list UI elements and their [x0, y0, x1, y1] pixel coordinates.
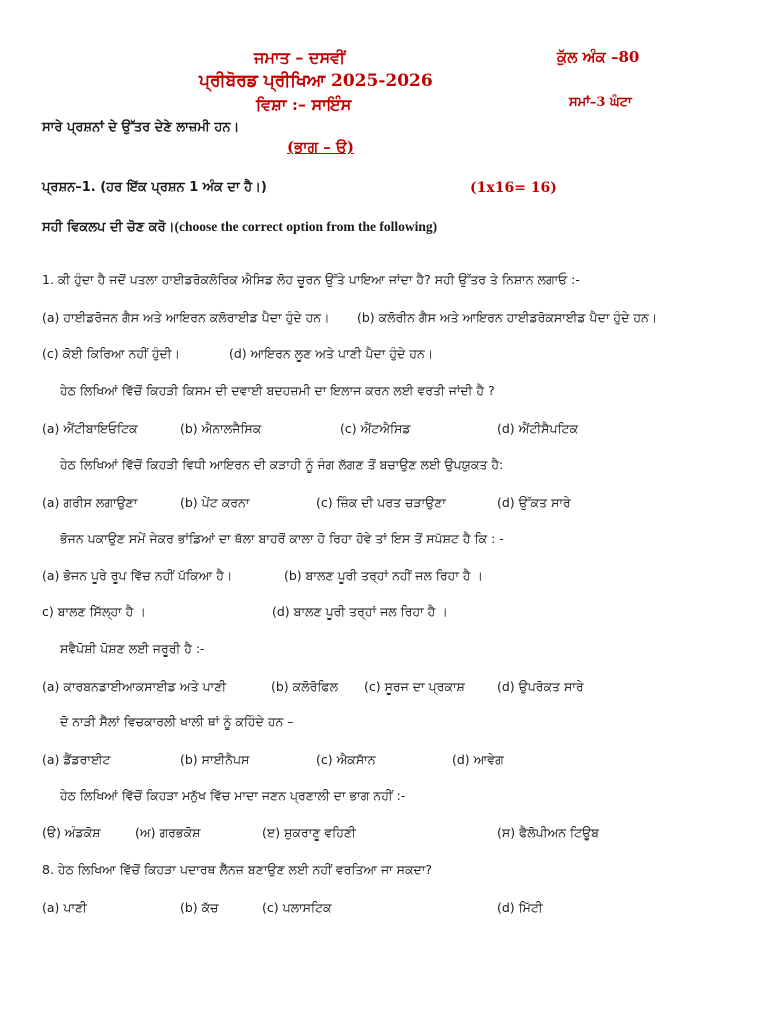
item-8-option-c: (c) ਪਲਾਸਟਿਕ — [262, 900, 332, 915]
item-5-option-d: (d) ਉਪਰੋਕਤ ਸਾਰੇ — [497, 679, 584, 694]
item-3-text: ਹੇਠ ਲਿਖਿਆਂ ਵਿੱਚੋਂ ਕਿਹੜੀ ਵਿਧੀ ਆਇਰਨ ਦੀ ਕੜਾਹੀ ਨੂੰ ਜੰਗ ਲੱਗਣ ਤੋਂ ਬਚਾਉਣ ਲਈ ਉਪਯੁਕਤ ਹੈ: — [60, 457, 504, 472]
item-2-option-a: (a) ਐਂਟੀਬਾਇਓਟਿਕ — [42, 421, 138, 436]
item-2-option-b: (b) ਐਨਾਲਜੈਸਿਕ — [180, 421, 262, 436]
item-2-option-d: (d) ਐਂਟੀਸੈਪਟਿਕ — [497, 421, 579, 436]
item-2-option-c: (c) ਐਂਟਐਸਿਡ — [340, 421, 411, 436]
item-5-text: ਸਵੈਪੋਸ਼ੀ ਪੋਸ਼ਣ ਲਈ ਜਰੂਰੀ ਹੈ :- — [60, 641, 205, 656]
item-4-option-c: c) ਬਾਲਣ ਸਿੱਲ੍ਹਾ ਹੈ । — [42, 604, 146, 619]
item-7-option-d: (ਸ) ਫੈਲੋਪੀਅਨ ਟਿਊਬ — [497, 825, 599, 840]
item-7-text: ਹੇਠ ਲਿਖਿਆਂ ਵਿੱਚੋਂ ਕਿਹੜਾ ਮਨੁੱਖ ਵਿੱਚ ਮਾਦਾ ਜਣਨ ਪ੍ਰਣਾਲੀ ਦਾ ਭਾਗ ਨਹੀਂ :- — [60, 788, 406, 803]
subject-heading: ਵਿਸ਼ਾ :– ਸਾਇੰਸ — [256, 95, 352, 114]
item-3-option-b: (b) ਪੇਂਟ ਕਰਨਾ — [180, 495, 250, 510]
item-1-option-c: (c) ਕੋਈ ਕਿਰਿਆ ਨਹੀਂ ਹੁੰਦੀ। — [42, 346, 180, 361]
item-6-text: ਦੋ ਨਾੜੀ ਸੈੱਲਾਂ ਵਿਚਕਾਰਲੀ ਖਾਲੀ ਥਾਂ ਨੂੰ ਕਹਿੰਦੇ ਹਨ – — [60, 714, 294, 729]
item-1-option-a: (a) ਹਾਈਡਰੋਜਨ ਗੈਸ ਅਤੇ ਆਇਰਨ ਕਲੋਰਾਈਡ ਪੈਦਾ ਹੁੰਦੇ ਹਨ। — [42, 310, 330, 325]
item-3-option-d: (d) ਉੱਕਤ ਸਾਰੇ — [497, 495, 571, 510]
item-7-option-c: (ੲ) ਸ਼ੁਕਰਾਣੂ ਵਹਿਣੀ — [262, 825, 356, 840]
item-1-option-d: (d) ਆਇਰਨ ਲੂਣ ਅਤੇ ਪਾਣੀ ਪੈਦਾ ਹੁੰਦੇ ਹਨ। — [229, 346, 434, 361]
direction-english: (choose the correct option from the following) — [174, 219, 438, 234]
direction-punjabi: ਸਹੀ ਵਿਕਲਪ ਦੀ ਚੋਣ ਕਰੋ। — [42, 220, 175, 235]
item-4-option-b: (b) ਬਾਲਣ ਪੂਰੀ ਤਰ੍ਹਾਂ ਨਹੀਂ ਜਲ ਰਿਹਾ ਹੈ । — [284, 568, 483, 583]
item-7-option-a: (ੳ) ਅੰਡਕੋਸ਼ — [42, 825, 101, 840]
item-5-option-a: (a) ਕਾਰਬਨਡਾਈਆਕਸਾਈਡ ਅਤੇ ਪਾਣੀ — [42, 679, 227, 694]
item-5-option-c: (c) ਸੂਰਜ ਦਾ ਪ੍ਰਕਾਸ਼ — [364, 679, 465, 694]
item-6-option-b: (b) ਸਾਈਨੈਪਸ — [180, 752, 250, 767]
time-allowed: ਸਮਾਂ–3 ਘੰਟਾ — [569, 95, 632, 110]
item-1-text: 1. ਕੀ ਹੁੰਦਾ ਹੈ ਜਦੋਂ ਪਤਲਾ ਹਾਈਡਰੋਕਲੋਰਿਕ ਐਸਿਡ ਲੋਹ ਚੂਰਨ ਉੱਤੇ ਪਾਇਆ ਜਾਂਦਾ ਹੈ? ਸਹੀ ਉੱਤਰ ਤੇ ਨਿਸ਼ਾਨ ਲਗਾਓ :- — [42, 272, 580, 287]
item-7-option-b: (ਅ) ਗਰਭਕੋਸ਼ — [135, 825, 201, 840]
item-4-option-d: (d) ਬਾਲਣ ਪੂਰੀ ਤਰ੍ਹਾਂ ਜਲ ਰਿਹਾ ਹੈ । — [272, 604, 448, 619]
item-3-option-c: (c) ਜ਼ਿੰਕ ਦੀ ਪਰਤ ਚੜਾਉਣਾ — [316, 495, 446, 510]
item-4-text: ਭੋਜਨ ਪਕਾਉਣ ਸਮੇਂ ਜੇਕਰ ਭਾਂਡਿਆਂ ਦਾ ਥੱਲਾ ਬਾਹਰੋਂ ਕਾਲਾ ਹੋ ਰਿਹਾ ਹੋਵੇ ਤਾਂ ਇਸ ਤੋਂ ਸਪੱਸ਼ਟ ਹੈ ਕਿ : - — [60, 531, 504, 546]
question-1-label: ਪ੍ਰਸ਼ਨ–1. (ਹਰ ਇੱਕ ਪ੍ਰਸ਼ਨ 1 ਅੰਕ ਦਾ ਹੈ।) — [42, 180, 267, 195]
class-heading: ਜਮਾਤ – ਦਸਵੀਂ — [254, 48, 346, 67]
item-6-option-a: (a) ਡੈਂਡਰਾਈਟ — [42, 752, 111, 767]
item-8-option-b: (b) ਕੱਚ — [180, 900, 219, 915]
item-6-option-c: (c) ਐਕਸਾੱਨ — [316, 752, 376, 767]
total-marks: ਕੁੱਲ ਅੰਕ –80 — [557, 48, 640, 66]
general-instruction: ਸਾਰੇ ਪ੍ਰਸ਼ਨਾਂ ਦੇ ਉੱਤਰ ਦੇਣੇ ਲਾਜ਼ਮੀ ਹਨ। — [42, 120, 240, 135]
item-4-option-a: (a) ਭੋਜਨ ਪੂਰੇ ਰੂਪ ਵਿੱਚ ਨਹੀਂ ਪੱਕਿਆ ਹੈ। — [42, 568, 233, 583]
question-1-marks: (1x16= 16) — [470, 180, 557, 196]
section-heading: (ਭਾਗ – ੳ) — [287, 138, 354, 156]
item-5-option-b: (b) ਕਲੋਰੋਫਿਲ — [271, 679, 339, 694]
question-1-direction — [42, 219, 437, 235]
item-8-option-d: (d) ਮਿੱਟੀ — [497, 900, 543, 915]
item-2-text: ਹੇਠ ਲਿਖਿਆਂ ਵਿੱਚੋਂ ਕਿਹੜੀ ਕਿਸਮ ਦੀ ਦਵਾਈ ਬਦਹਜ਼ਮੀ ਦਾ ਇਲਾਜ ਕਰਨ ਲਈ ਵਰਤੀ ਜਾਂਦੀ ਹੈ ? — [60, 383, 495, 398]
item-1-option-b: (b) ਕਲੋਰੀਨ ਗੈਸ ਅਤੇ ਆਇਰਨ ਹਾਈਡਰੋਕਸਾਈਡ ਪੈਦਾ ਹੁੰਦੇ ਹਨ। — [357, 310, 658, 325]
item-8-option-a: (a) ਪਾਣੀ — [42, 900, 87, 915]
exam-title: ਪ੍ਰੀਬੋਰਡ ਪ੍ਰੀਖਿਆ 2025-2026 — [199, 71, 433, 91]
item-3-option-a: (a) ਗਰੀਸ ਲਗਾਉਣਾ — [42, 495, 138, 510]
item-6-option-d: (d) ਆਵੇਗ — [452, 752, 504, 767]
item-8-text: 8. ਹੇਠ ਲਿਖਿਆ ਵਿੱਚੋਂ ਕਿਹੜਾ ਪਦਾਰਥ ਲੈੱਨਜ਼ ਬਣਾਉਣ ਲਈ ਨਹੀਂ ਵਰਤਿਆ ਜਾ ਸਕਦਾ? — [42, 862, 433, 877]
